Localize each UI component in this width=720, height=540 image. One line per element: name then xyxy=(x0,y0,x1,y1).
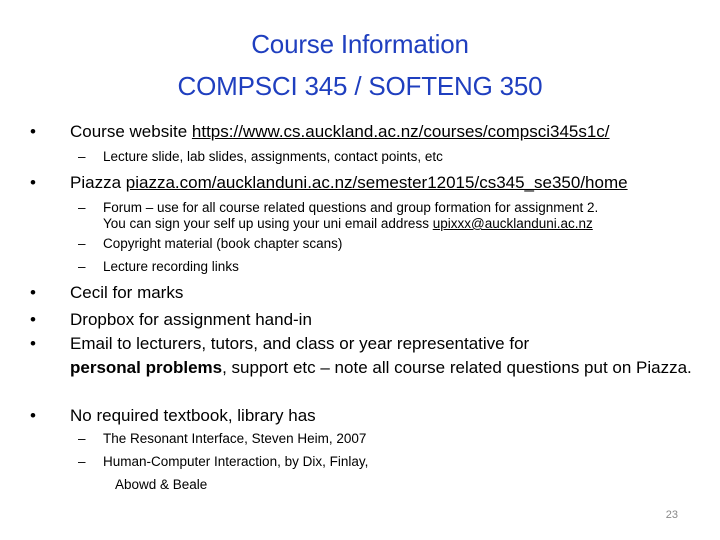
sub-text: Copyright material (book chapter scans) xyxy=(103,236,343,251)
bullet-text: Cecil for marks xyxy=(70,283,184,302)
bullet-dot: • xyxy=(30,283,36,302)
bullet-dot: • xyxy=(30,310,36,329)
sub-bullet-continuation xyxy=(115,477,207,493)
sub-dash: – xyxy=(78,454,86,469)
sub-text: Abowd & Beale xyxy=(115,477,208,492)
bullet-text xyxy=(70,334,529,354)
bullet-text xyxy=(70,173,628,193)
sub-dash: – xyxy=(78,200,86,215)
bullet-lead: Piazza xyxy=(70,173,122,192)
sub-text: You can sign your self up using your uni email address xyxy=(103,216,429,231)
sub-bullet-continuation xyxy=(103,216,593,232)
slide-title-line2: COMPSCI 345 / SOFTENG 350 xyxy=(177,71,543,101)
bullet-dot: • xyxy=(30,122,36,141)
bullet-text: Dropbox for assignment hand-in xyxy=(70,310,312,329)
sub-dash: – xyxy=(78,431,86,446)
page-number: 23 xyxy=(665,509,678,521)
bullet-text-post: , support etc – note all course related questions put on Piazza. xyxy=(222,358,692,377)
sub-text: Forum – use for all course related questions and group formation for assignment 2. xyxy=(103,200,599,215)
sub-dash: – xyxy=(78,149,86,164)
bullet-lead: Course website xyxy=(70,122,188,141)
sub-dash: – xyxy=(78,259,86,274)
slide-title-line1: Course Information xyxy=(251,29,469,59)
bullet-text xyxy=(70,122,610,142)
sub-text: The Resonant Interface, Steven Heim, 2007 xyxy=(103,431,367,446)
bullet-text-bold: personal problems xyxy=(70,358,223,377)
sub-dash: – xyxy=(78,236,86,251)
email-link[interactable]: upixxx@aucklanduni.ac.nz xyxy=(432,216,593,231)
bullet-dot: • xyxy=(30,406,36,425)
sub-text: Lecture recording links xyxy=(103,259,239,274)
bullet-text-pre: Email to lecturers, tutors, and class or year representative for xyxy=(70,334,530,353)
bullet-dot: • xyxy=(30,334,36,353)
bullet-dot: • xyxy=(30,173,36,192)
sub-text: Lecture slide, lab slides, assignments, contact points, etc xyxy=(103,149,443,164)
piazza-link[interactable]: piazza.com/aucklanduni.ac.nz/semester12015/cs345_se350/home xyxy=(125,173,628,192)
bullet-text: No required textbook, library has xyxy=(70,406,316,425)
course-website-link[interactable]: https://www.cs.auckland.ac.nz/courses/compsci345s1c/ xyxy=(191,122,610,141)
sub-text: Human-Computer Interaction, by Dix, Finlay, xyxy=(103,454,369,469)
bullet-text xyxy=(70,358,692,378)
